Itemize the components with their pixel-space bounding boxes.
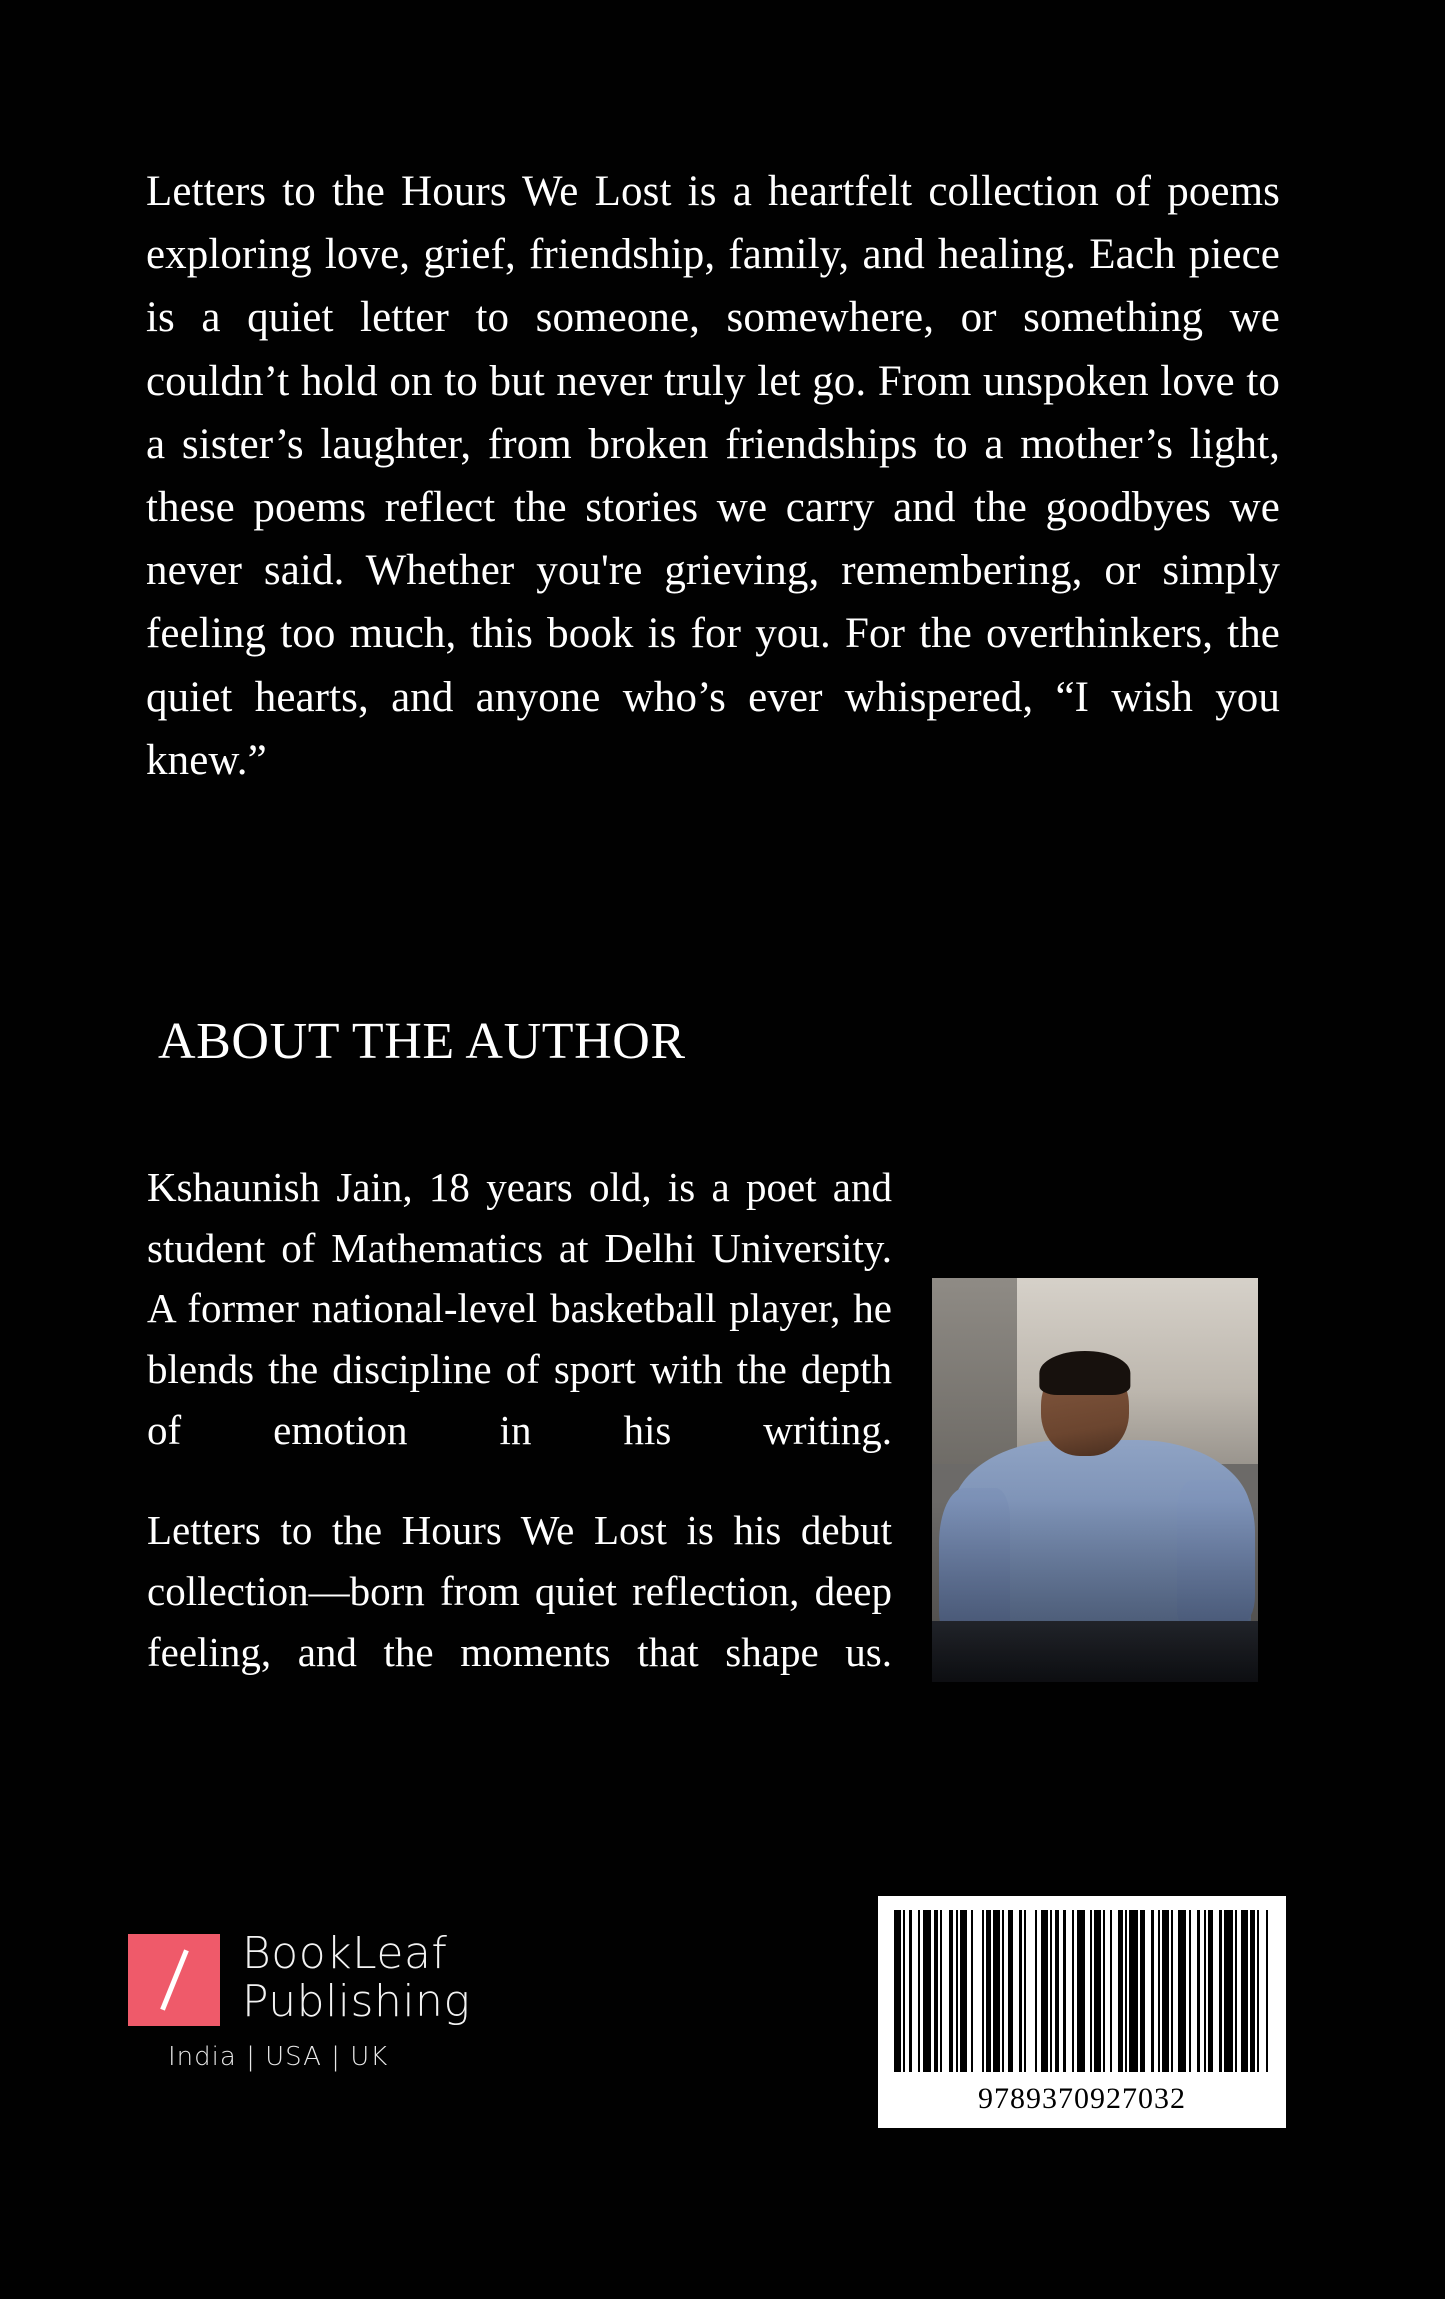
author-photo	[932, 1278, 1258, 1682]
barcode-bar	[1129, 1910, 1138, 2072]
barcode-space	[1191, 1910, 1198, 2072]
author-bio-paragraph-2: Letters to the Hours We Lost is his debut collection—born from quiet reflection, deep feeling, and the moments that shape us.	[147, 1507, 892, 1675]
barcode-bar	[1224, 1910, 1233, 2072]
barcode-space	[1213, 1910, 1220, 2072]
barcode-space	[1145, 1910, 1152, 2072]
barcode-space	[1013, 1910, 1020, 2072]
author-photo-image	[932, 1278, 1258, 1682]
author-bio-paragraph-1: Kshaunish Jain, 18 years old, is a poet and student of Mathematics at Delhi University. A former national-level basketball player, he blends the discipline of sport with the depth of emotion in his writing.	[147, 1164, 892, 1453]
barcode-space	[1066, 1910, 1073, 2072]
publisher-name-line-2: Publishing	[242, 1975, 471, 2027]
barcode-bar	[1094, 1910, 1101, 2072]
book-blurb: Letters to the Hours We Lost is a heartfelt collection of poems exploring love, grief, friendship, family, and healing. Each piece is a quiet letter to someone, somewhere, or something we couldn’t hold on to but never truly let go. From unspoken love to a sister’s laughter, from broken friendships to a mother’s light, these poems reflect the stories we carry and the goodbyes we never said. Whether you're grieving, remembering, or simply feeling too much, this book is for you. For the overthinkers, the quiet hearts, and anyone who’s ever whispered, “I wish you knew.”	[146, 168, 1280, 784]
barcode-bar	[894, 1910, 901, 2072]
publisher-name	[242, 1930, 470, 2025]
photo-vignette	[932, 1278, 1258, 1682]
barcode-space	[1268, 1910, 1270, 2072]
barcode-bar	[993, 1910, 1000, 2072]
publisher-name-line-1: BookLeaf	[242, 1928, 448, 1979]
barcode-space	[1026, 1910, 1035, 2072]
barcode-bar	[923, 1910, 932, 2072]
barcode-bar	[1041, 1910, 1048, 2072]
barcode-bar	[1077, 1910, 1086, 2072]
barcode-bar	[1162, 1910, 1169, 2072]
publisher-regions: India | USA | UK	[168, 2042, 389, 2072]
barcode-bar	[960, 1910, 967, 2072]
barcode-bar	[1178, 1910, 1187, 2072]
barcode-space	[912, 1910, 919, 2072]
isbn-number: 9789370927032	[978, 2082, 1186, 2115]
barcode-space	[1112, 1910, 1119, 2072]
barcode-space	[1259, 1910, 1266, 2072]
barcode-bars	[894, 1910, 1270, 2072]
isbn-barcode	[878, 1896, 1286, 2128]
barcode-space	[973, 1910, 982, 2072]
barcode-space	[942, 1910, 949, 2072]
publisher-logo-row	[128, 1930, 548, 2026]
bookleaf-slash-icon	[128, 1934, 220, 2026]
barcode-bar	[1241, 1910, 1248, 2072]
author-bio	[147, 1157, 892, 1682]
about-the-author-heading: ABOUT THE AUTHOR	[158, 1013, 686, 1070]
publisher-logo	[128, 1930, 548, 2072]
